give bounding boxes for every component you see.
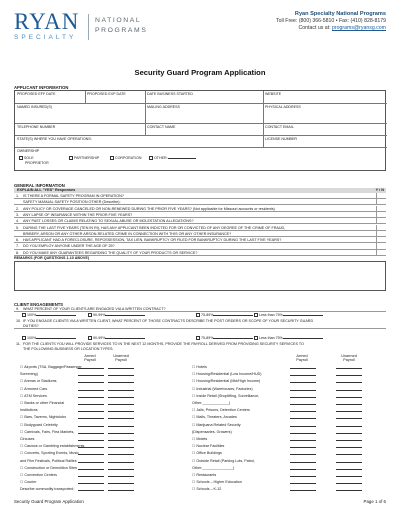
armed-payroll-input[interactable]: [78, 474, 104, 477]
telephone-field[interactable]: TELEPHONE NUMBER: [17, 125, 56, 129]
client-section-label: CLIENT ENGAGEMENTS: [14, 302, 64, 307]
unarmed-payroll-input[interactable]: [108, 467, 134, 470]
q9-percent-option-label: Less than 75%: [259, 313, 283, 317]
logo-specialty-text: SPECIALTY: [14, 34, 77, 41]
unarmed-payroll-input[interactable]: [336, 467, 362, 470]
q9-percent-option[interactable]: [196, 313, 253, 317]
question-number: 1.: [16, 194, 20, 198]
q10-percent-checkbox[interactable]: [22, 336, 26, 340]
question-row: [14, 199, 386, 205]
unarmed-payroll-input[interactable]: [336, 402, 362, 405]
partnership-label: PARTNERSHIP: [74, 156, 100, 160]
proposed-eff-date-field[interactable]: PROPOSED EFF DATE: [17, 92, 56, 96]
left_items-item[interactable]: Screening): [20, 372, 38, 377]
left_items-item[interactable]: and Film Festivals, Political Rallies: [20, 458, 77, 463]
armed-payroll-input[interactable]: [78, 467, 104, 470]
unarmed-payroll-input[interactable]: [108, 431, 134, 434]
armed-payroll-input[interactable]: [78, 380, 104, 383]
unarmed-payroll-input[interactable]: [108, 373, 134, 376]
q9-percent-option-label: 75-89%: [201, 313, 214, 317]
armed-payroll-input[interactable]: [78, 452, 104, 455]
other-checkbox[interactable]: [149, 156, 153, 160]
unarmed-payroll-input[interactable]: [336, 452, 362, 455]
contact-block: [276, 11, 386, 32]
armed-payroll-input[interactable]: [290, 424, 316, 427]
unarmed-payroll-input[interactable]: [108, 445, 134, 448]
unarmed-payroll-input[interactable]: [336, 460, 362, 463]
q9-percent-option[interactable]: [254, 313, 323, 317]
unarmed-payroll-input[interactable]: [108, 366, 134, 369]
unarmed-payroll-input[interactable]: [336, 424, 362, 427]
page-title: Security Guard Program Application: [134, 68, 266, 77]
right-unarmed-head: [334, 354, 364, 363]
yn-answer-field[interactable]: [376, 193, 386, 198]
q10-percent-option[interactable]: [22, 336, 76, 340]
unarmed-payroll-input[interactable]: [108, 481, 134, 484]
states-operations-field[interactable]: STATE(S) WHERE YOU HAVE OPERATIONS:: [17, 137, 92, 141]
question-row: [14, 193, 386, 199]
unarmed-payroll-input[interactable]: [108, 409, 134, 412]
logo-divider: [88, 14, 89, 40]
right_items-item[interactable]: ☐ Office Buildings: [192, 451, 222, 456]
left_items-item[interactable]: ☐ Concerts, Sporting Events, Music: [20, 451, 79, 456]
right_items-item[interactable]: (Dispensaries, Growers): [192, 429, 232, 434]
left_items-item[interactable]: ☐ Convention Centers: [20, 473, 57, 477]
armed-payroll-input[interactable]: [290, 409, 316, 412]
right_items-item[interactable]: ☐ Housing/Residential (Mid/High Income): [192, 379, 261, 384]
armed-payroll-input[interactable]: [78, 438, 104, 441]
unarmed-payroll-input[interactable]: [336, 388, 362, 391]
corporation-checkbox[interactable]: [110, 156, 114, 160]
armed-payroll-input[interactable]: [290, 431, 316, 434]
yn-label: Y / N: [375, 188, 384, 192]
armed-payroll-input[interactable]: [78, 402, 104, 405]
email-link[interactable]: programs@ryansg.com: [332, 25, 386, 31]
q10-percent-option[interactable]: [254, 336, 323, 340]
left-armed-head: [78, 354, 102, 363]
yn-answer-field[interactable]: [376, 250, 386, 255]
left-unarmed-payroll: Payroll: [115, 358, 127, 363]
armed-payroll-input[interactable]: [78, 395, 104, 398]
armed-payroll-input[interactable]: [290, 380, 316, 383]
unarmed-payroll-input[interactable]: [108, 395, 134, 398]
yn-answer-field[interactable]: [376, 199, 386, 204]
unarmed-payroll-input[interactable]: [336, 488, 362, 491]
q11-number: 11.: [16, 342, 21, 346]
right_items-item[interactable]: ☐ Industrial (Warehouses, Factories): [192, 386, 253, 391]
left_items-item[interactable]: ☐ Airports (TSA, Baggage/Passenger: [20, 365, 82, 369]
armed-payroll-input[interactable]: [290, 388, 316, 391]
q10-text-cont: DUTIES?: [23, 324, 39, 328]
q11-text-cont: THE FOLLOWING BUSINESS OR LOCATION TYPES.: [23, 347, 114, 351]
armed-payroll-input[interactable]: [290, 438, 316, 441]
q9-percent-option-underline: [36, 313, 76, 316]
q10-percent-option-label: Less than 75%: [259, 336, 283, 340]
remarks-textarea[interactable]: [14, 261, 386, 291]
question-row: [14, 231, 386, 237]
right_items-item[interactable]: ☐ Outside Retail (Parking Lots, Patrol,: [192, 458, 255, 463]
right_items-item[interactable]: ☐ Jails, Prisons, Detention Centers: [192, 408, 250, 413]
left_items-item[interactable]: ☐ Armored Cars: [20, 386, 48, 391]
right-unarmed-payroll: Payroll: [343, 358, 355, 363]
q10-percent-option-underline: [283, 336, 323, 339]
question-text: ANY PAST LOSSES OR CLAIMS RELATING TO SEXUAL ABUSE OR MOLESTATION ALLEGATIONS?: [23, 219, 194, 224]
armed-payroll-input[interactable]: [290, 416, 316, 419]
armed-payroll-input[interactable]: [290, 467, 316, 470]
partnership-checkbox[interactable]: [69, 156, 73, 160]
armed-payroll-input[interactable]: [290, 452, 316, 455]
unarmed-payroll-input[interactable]: [336, 474, 362, 477]
unarmed-payroll-input[interactable]: [336, 409, 362, 412]
question-text: SAFETY MANUAL SAFETY POSITION OTHER (Describe):: [23, 200, 121, 205]
unarmed-payroll-input[interactable]: [336, 373, 362, 376]
armed-payroll-input[interactable]: [290, 481, 316, 484]
unarmed-payroll-input[interactable]: [108, 402, 134, 405]
right-armed-payroll: Payroll: [296, 358, 308, 363]
unarmed-payroll-input[interactable]: [108, 424, 134, 427]
logo-national-text: NATIONAL: [95, 17, 142, 24]
right-armed-label: Armed: [296, 354, 308, 358]
contact-name-field[interactable]: CONTACT NAME: [147, 125, 176, 129]
right_items-item[interactable]: ☐ Schools – K-12: [192, 487, 222, 492]
right_items-item[interactable]: ☐ Motels: [192, 437, 208, 441]
armed-payroll-input[interactable]: [290, 488, 316, 491]
left_items-item[interactable]: ☐ ATM Services: [20, 393, 47, 398]
license-number-field[interactable]: LICENSE NUMBER: [265, 137, 297, 141]
right_items-item[interactable]: ☐ Nuclear Facilities: [192, 444, 225, 449]
left-armed-label: Armed: [84, 354, 96, 358]
yn-answer-field[interactable]: [376, 243, 386, 248]
question-row: [14, 218, 386, 224]
question-text: IS THERE A FORMAL SAFETY PROGRAM IN OPERATION?: [23, 194, 124, 198]
unarmed-payroll-input[interactable]: [108, 452, 134, 455]
unarmed-payroll-input[interactable]: [108, 388, 134, 391]
question-row: [14, 243, 386, 249]
explain-label: EXPLAIN ALL "YES" Responses: [17, 188, 76, 192]
q10-percent-option-underline: [36, 336, 76, 339]
armed-payroll-input[interactable]: [78, 373, 104, 376]
armed-payroll-input[interactable]: [78, 445, 104, 448]
left_items-item[interactable]: ☐ Courier: [20, 480, 37, 485]
left_items-item[interactable]: ☐ Casinos or Gambling establishments: [20, 444, 85, 449]
left_items-item[interactable]: ☐ Banks or other Financial: [20, 401, 65, 405]
logo-ryan-text: RYAN: [14, 9, 80, 34]
unarmed-payroll-input[interactable]: [336, 445, 362, 448]
yn-answer-field[interactable]: [376, 212, 386, 217]
q10-percent-option-label: 90-99%: [93, 336, 106, 340]
unarmed-payroll-input[interactable]: [336, 366, 362, 369]
q10-percent-option-underline: [213, 336, 253, 339]
q9-percent-option-underline: [213, 313, 253, 316]
q9-text: WHAT PERCENT OF YOUR CLIENTS ARE ENGAGED VIA A WRITTEN CONTRACT?: [23, 307, 166, 311]
left_items-item[interactable]: ☐ Construction or Demolition Sites: [20, 465, 78, 470]
mailing-address-field[interactable]: MAILING ADDRESS: [147, 105, 180, 109]
footer-title: Security Guard Program Application: [14, 499, 84, 504]
armed-payroll-input[interactable]: [290, 395, 316, 398]
named-insured-field[interactable]: NAMED INSURED(S): [17, 105, 52, 109]
remarks-label: REMARKS (FOR QUESTIONS 1-10 ABOVE): [14, 256, 90, 260]
armed-payroll-input[interactable]: [78, 424, 104, 427]
question-number: 6.: [16, 238, 20, 243]
right-unarmed-label: Unarmed: [341, 354, 357, 358]
logo-national-programs: [95, 16, 147, 36]
question-row: [14, 225, 386, 231]
yn-answer-field[interactable]: [376, 231, 386, 236]
right_items-item[interactable]: ☐ Malls, Theaters, Arcades: [192, 415, 237, 420]
sole-checkbox[interactable]: [19, 156, 23, 160]
unarmed-payroll-input[interactable]: [108, 474, 134, 477]
armed-payroll-input[interactable]: [78, 366, 104, 369]
question-row: [14, 212, 386, 218]
yn-answer-field[interactable]: [376, 218, 386, 223]
contact-line: [276, 25, 386, 32]
right-armed-head: [290, 354, 314, 363]
q9-percent-checkbox[interactable]: [88, 313, 92, 317]
sole-label: SOLE: [24, 156, 34, 160]
q10-percent-checkbox[interactable]: [254, 336, 258, 340]
contact-prefix: Contact us at:: [298, 25, 331, 31]
armed-payroll-input[interactable]: [78, 460, 104, 463]
corporation-label: CORPORATION: [115, 156, 142, 160]
question-text: ANY POLICY OR COVERAGE CANCELED OR NON-RENEWED DURING THE PRIOR FIVE YEARS? (Not applicable for Missouri accounts or residents): [23, 206, 275, 211]
armed-payroll-input[interactable]: [290, 474, 316, 477]
other-label: OTHER:: [154, 156, 168, 160]
page-number: Page 1 of 6: [363, 499, 386, 504]
proprietor-label: PROPRIETOR: [25, 161, 49, 165]
question-number: 5.: [16, 225, 20, 230]
left_items-item[interactable]: Circuses: [20, 437, 35, 441]
question-number: 3.: [16, 212, 20, 217]
company-name: Ryan Specialty National Programs: [294, 11, 386, 17]
right_items-item[interactable]: Other:_______________): [192, 465, 235, 470]
right_items-item[interactable]: ☐ Housing/Residential (Low Income/HUD): [192, 372, 262, 377]
logo-programs-text: PROGRAMS: [95, 27, 148, 34]
unarmed-payroll-input[interactable]: [108, 380, 134, 383]
unarmed-payroll-input[interactable]: [108, 438, 134, 441]
armed-payroll-input[interactable]: [78, 409, 104, 412]
right_items-item[interactable]: ☐ Schools – Higher Education: [192, 480, 242, 485]
question-text: DO YOU EMPLOY ANYONE UNDER THE AGE OF 25?: [23, 244, 115, 249]
armed-payroll-input[interactable]: [290, 373, 316, 376]
phone-line: Toll Free: (800) 366-5810 • Fax: (410) 828-8179: [276, 18, 386, 24]
q9-number: 9.: [16, 307, 20, 311]
q10-number: 10.: [16, 319, 22, 323]
ownership-label: OWNERSHIP: [17, 149, 40, 153]
question-row: [14, 237, 386, 243]
left-unarmed-head: [106, 354, 136, 363]
website-field[interactable]: WEBSITE: [265, 92, 282, 96]
q9-percent-option[interactable]: [88, 313, 145, 317]
q10-percent-option[interactable]: [88, 336, 145, 340]
proposed-exp-date-field[interactable]: PROPOSED EXP DATE: [87, 92, 126, 96]
q9-percent-option-underline: [283, 313, 323, 316]
question-number: 8.: [16, 250, 20, 255]
armed-payroll-input[interactable]: [290, 445, 316, 448]
unarmed-payroll-input[interactable]: [108, 460, 134, 463]
question-text: HAS APPLICANT HAD A FORECLOSURE, REPOSSESSION, TAX LIEN, BANKRUPTCY OR FILED FOR BANKRUPTCY DURING THE LAST FIVE YEARS?: [23, 238, 282, 243]
question-text: DO YOU MAKE ANY GUARANTEES REGARDING THE QUALITY OF YOUR PRODUCTS OR SERVICE?: [23, 250, 198, 255]
right_items-item[interactable]: ☐ Inside Retail (Shoplifting, Surveillance,: [192, 393, 260, 398]
unarmed-payroll-input[interactable]: [336, 380, 362, 383]
unarmed-payroll-input[interactable]: [336, 395, 362, 398]
left_items-item[interactable]: ☐ Bodyguard Celebrity: [20, 422, 58, 427]
q9-percent-checkbox[interactable]: [196, 313, 200, 317]
armed-payroll-input[interactable]: [78, 388, 104, 391]
left_items-item[interactable]: ☐ Arenas or Stadiums: [20, 379, 57, 384]
contact-email-field[interactable]: CONTACT EMAIL: [265, 125, 294, 129]
question-text: ANY LAPSE OF INSURANCE WITHIN THE PRIOR FIVE YEARS?: [23, 212, 133, 217]
q9-percent-option[interactable]: [22, 313, 76, 317]
q10-percent-option-underline: [105, 336, 145, 339]
unarmed-payroll-input[interactable]: [336, 481, 362, 484]
yn-answer-field[interactable]: [376, 237, 386, 242]
applicant-section-label: APPLICANT INFORMATION: [14, 85, 69, 90]
question-row: [14, 250, 386, 256]
q9-percent-option-label: 100%: [27, 313, 37, 317]
left-unarmed-label: Unarmed: [113, 354, 129, 358]
question-number: 2.: [16, 206, 20, 211]
armed-payroll-input[interactable]: [78, 431, 104, 434]
question-text: BRIBERY, ARSON OR ANY OTHER ARSON-RELATED CRIME IN CONNECTION WITH THIS OR ANY OTHER INSURANCE?: [23, 231, 232, 236]
physical-address-field[interactable]: PHYSICAL ADDRESS: [265, 105, 301, 109]
armed-payroll-input[interactable]: [290, 366, 316, 369]
ryan-logo: [14, 11, 79, 41]
right_items-item[interactable]: ☐ Hotels: [192, 365, 207, 369]
question-number: 7.: [16, 244, 20, 249]
armed-payroll-input[interactable]: [290, 402, 316, 405]
armed-payroll-input[interactable]: [78, 481, 104, 484]
q10-percent-checkbox[interactable]: [196, 336, 200, 340]
q11-text: FOR THE CLIENTS YOU WILL PROVIDE SERVICES TO IN THE NEXT 12 MONTHS, PROVIDE THE PAYROLL DERIVED FROM PROVIDING SECURITY SERVICES TO: [23, 342, 304, 346]
date-business-started-field[interactable]: DATE BUSINESS STARTED: [147, 92, 193, 96]
q10-percent-option[interactable]: [196, 336, 253, 340]
yn-answer-field[interactable]: [376, 206, 386, 211]
ownership-partnership[interactable]: [69, 156, 99, 160]
ownership-other[interactable]: [149, 156, 196, 160]
q10-text: IF YOU ENGAGE CLIENTS VIA A WRITTEN CLIENT, WHAT PERCENT OF THOSE CONTRACTS DESCRIBE THE POST ORDERS OR SCOPE OF YOUR SECURITY GUARD: [23, 319, 314, 323]
q9-percent-checkbox[interactable]: [254, 313, 258, 317]
right_items-item[interactable]: ☐ Restaurants: [192, 473, 217, 477]
unarmed-payroll-input[interactable]: [336, 438, 362, 441]
q9-percent-option-label: 90-99%: [93, 313, 106, 317]
right_items-item[interactable]: ☐ Marijuana Related Security: [192, 422, 241, 427]
unarmed-payroll-input[interactable]: [108, 416, 134, 419]
ownership-corporation[interactable]: [110, 156, 142, 160]
ownership-sole[interactable]: [19, 156, 34, 160]
unarmed-payroll-input[interactable]: [336, 431, 362, 434]
left_items-item[interactable]: ☐ Carnivals, Fairs, Flea Markets,: [20, 429, 75, 434]
left-armed-payroll: Payroll: [84, 358, 96, 363]
question-10-cont: [14, 323, 386, 329]
general-section-label: GENERAL INFORMATION: [14, 183, 65, 188]
question-text: DURING THE LAST FIVE YEARS (TEN IN RI), HAS ANY APPLICANT BEEN INDICTED FOR OR CONVICTED OF ANY DEGREE OF THE CRIME OF FRAUD,: [23, 225, 286, 230]
question-11-cont: [14, 346, 386, 352]
question-row: [14, 206, 386, 212]
q9-percent-option-underline: [105, 313, 145, 316]
armed-payroll-input[interactable]: [78, 488, 104, 491]
armed-payroll-input[interactable]: [290, 460, 316, 463]
unarmed-payroll-input[interactable]: [108, 488, 134, 491]
unarmed-payroll-input[interactable]: [336, 416, 362, 419]
armed-payroll-input[interactable]: [78, 416, 104, 419]
q10-percent-option-label: 100%: [27, 336, 37, 340]
question-9: [14, 306, 386, 312]
q10-percent-option-label: 75-89%: [201, 336, 214, 340]
question-number: 4.: [16, 219, 20, 224]
left_items-item[interactable]: ☐ Bars, Taverns, Nightclubs: [20, 415, 67, 420]
right_items-item[interactable]: Other:_____________): [192, 401, 231, 405]
q10-percent-checkbox[interactable]: [88, 336, 92, 340]
yn-answer-field[interactable]: [376, 225, 386, 230]
left_items-item[interactable]: Institutions: [20, 408, 38, 413]
q9-percent-checkbox[interactable]: [22, 313, 26, 317]
left_items-item[interactable]: Describe commodity transported:: [20, 487, 75, 492]
applicant-table: [14, 90, 386, 171]
